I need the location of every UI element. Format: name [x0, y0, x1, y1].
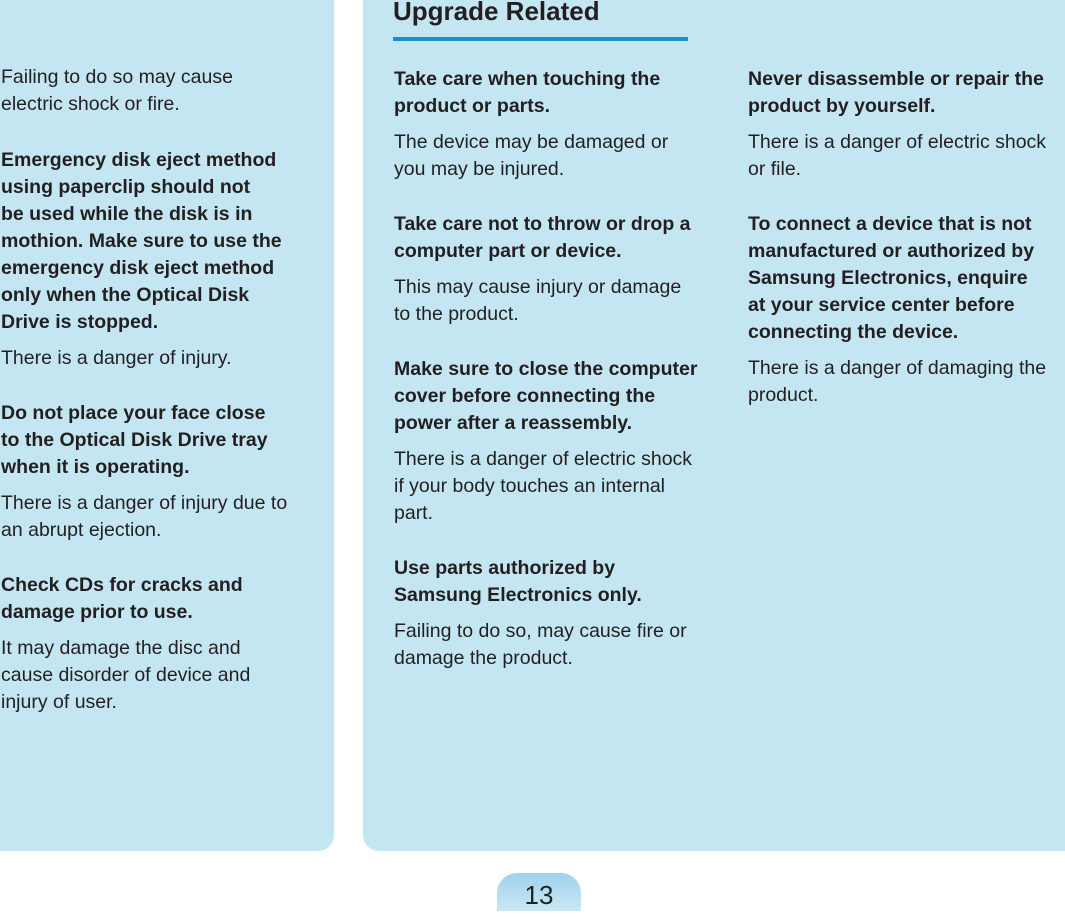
left-column [1, 64, 321, 744]
warning-item [394, 356, 724, 527]
warning-body: There is a danger of injury. [1, 347, 232, 369]
page-number-tab [497, 873, 581, 911]
warning-body: There is a danger of electric shock or file. [748, 131, 1047, 180]
warning-heading: To connect a device that is not manufactured or authorized by Samsung Electronics, enquire at your service center before connecting the device. [748, 213, 1035, 343]
warning-body: There is a danger of electric shock if your body touches an internal part. [394, 448, 693, 524]
continued-warning-text: Failing to do so may cause electric shock or fire. [1, 66, 233, 115]
warning-heading: Do not place your face close to the Optical Disk Drive tray when it is operating. [1, 402, 268, 478]
warning-heading: Take care not to throw or drop a computer part or device. [394, 213, 691, 262]
warning-item [748, 66, 1064, 183]
warning-body: Failing to do so, may cause fire or damage the product. [394, 620, 687, 669]
warning-heading: Use parts authorized by Samsung Electronics only. [394, 557, 642, 606]
warning-item [394, 555, 724, 672]
warning-item [1, 572, 321, 716]
warning-item [394, 211, 724, 328]
section-title-underline [393, 37, 688, 41]
warning-item [1, 147, 321, 372]
warning-item [748, 211, 1064, 409]
warning-heading: Take care when touching the product or parts. [394, 68, 661, 117]
middle-column [394, 66, 724, 700]
section-title: Upgrade Related [393, 0, 600, 26]
warning-item [394, 66, 724, 183]
warning-body: There is a danger of damaging the product. [748, 357, 1047, 406]
warning-body: The device may be damaged or you may be injured. [394, 131, 669, 180]
warning-heading: Emergency disk eject method using paperclip should not be used while the disk is in mothion. Make sure to use the emergency disk eject method only when the Optical Disk Drive is stopped. [1, 149, 282, 333]
warning-heading: Make sure to close the computer cover before connecting the power after a reassembly. [394, 358, 698, 434]
warning-body: It may damage the disc and cause disorder of device and injury of user. [1, 637, 251, 713]
warning-body: This may cause injury or damage to the product. [394, 276, 682, 325]
warning-item [1, 400, 321, 544]
right-column [748, 66, 1064, 437]
warning-heading: Never disassemble or repair the product by yourself. [748, 68, 1044, 117]
warning-body: There is a danger of injury due to an abrupt ejection. [1, 492, 288, 541]
warning-heading: Check CDs for cracks and damage prior to use. [1, 574, 243, 623]
page-number: 13 [524, 880, 554, 910]
